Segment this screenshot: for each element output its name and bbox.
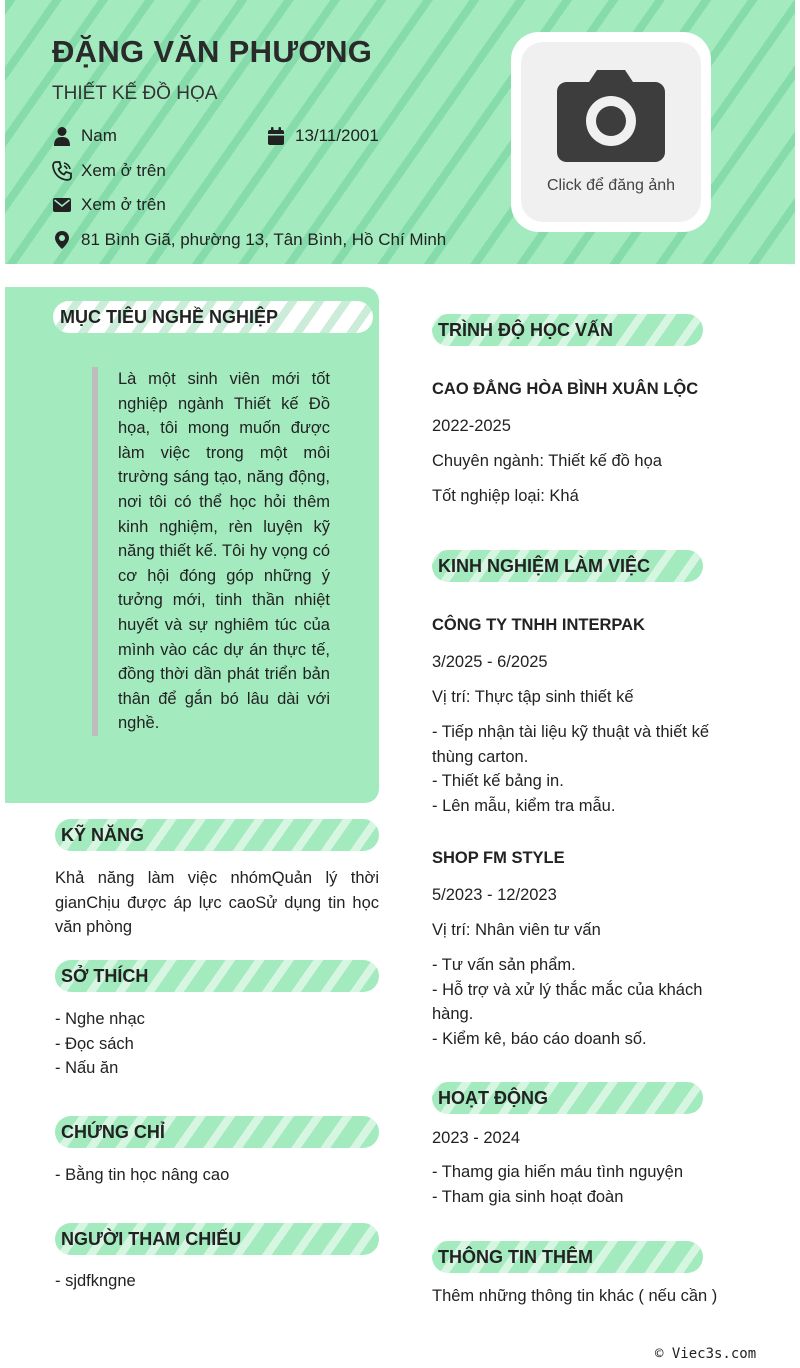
- activities-list: [432, 1160, 762, 1209]
- certificate-item: - Bằng tin học nâng cao: [55, 1166, 230, 1184]
- person-icon: [52, 126, 72, 146]
- activities-period: 2023 - 2024: [432, 1129, 521, 1147]
- job-company: CÔNG TY TNHH INTERPAK: [432, 616, 645, 634]
- camera-icon: [557, 68, 665, 164]
- career-goal-panel: [5, 287, 379, 803]
- phone-value: Xem ở trên: [81, 161, 166, 180]
- birthday-row: [266, 126, 379, 146]
- job-title: THIẾT KẾ ĐỒ HỌA: [52, 83, 218, 104]
- job-task-item: - Hỗ trợ và xử lý thắc mắc của khách hàng.: [432, 980, 703, 1024]
- candidate-name: ĐẶNG VĂN PHƯƠNG: [52, 34, 373, 69]
- reference-item: - sjdfkngne: [55, 1272, 136, 1290]
- job-tasks: [432, 953, 742, 1051]
- job-task-item: - Kiểm kê, báo cáo doanh số.: [432, 1029, 647, 1048]
- header: [5, 0, 795, 264]
- job-task-item: - Thiết kế bảng in.: [432, 772, 564, 791]
- footer-copyright[interactable]: © Viec3s.com: [655, 1346, 757, 1362]
- job-task-item: - Lên mẫu, kiểm tra mẫu.: [432, 796, 616, 815]
- skills-heading: KỸ NĂNG: [55, 819, 379, 851]
- job-task-item: - Tiếp nhận tài liệu kỹ thuật và thiết kế thùng carton.: [432, 723, 709, 766]
- references-list: [55, 1269, 379, 1294]
- hobby-item: - Nấu ăn: [55, 1059, 119, 1078]
- career-goal-heading: MỤC TIÊU NGHỀ NGHIỆP: [53, 301, 373, 333]
- job-period: 3/2025 - 6/2025: [432, 653, 548, 671]
- activity-item: - Tham gia sinh hoạt đoàn: [432, 1187, 624, 1206]
- email-value: Xem ở trên: [81, 195, 166, 214]
- activities-heading: HOẠT ĐỘNG: [432, 1082, 703, 1114]
- school-name: CAO ĐẲNG HÒA BÌNH XUÂN LỘC: [432, 380, 699, 398]
- photo-placeholder[interactable]: [521, 42, 701, 222]
- certificates-list: [55, 1163, 379, 1188]
- career-goal-text: Là một sinh viên mới tốt nghiệp ngành Thiết kế Đồ họa, tôi mong muốn được làm việc trong một môi trường sáng tạo, năng động, nơi tôi có thể học hỏi thêm kinh nghiệm, rèn luyện kỹ năng thiết kế. Tôi hy vọng có cơ hội đóng góp những ý tưởng mới, tinh thần nhiệt huyết và sự nghiêm túc của mình vào các dự án thực tế, đồng thời dần phát triển bản thân để gắn bó lâu dài với nghề.: [118, 370, 330, 733]
- gender-value: Nam: [81, 126, 117, 145]
- education-heading: TRÌNH ĐỘ HỌC VẤN: [432, 314, 703, 346]
- hobbies-heading: SỞ THÍCH: [55, 960, 379, 992]
- location-pin-icon: [52, 230, 72, 250]
- photo-frame[interactable]: [511, 32, 711, 232]
- email-row: [52, 195, 166, 215]
- address-value: 81 Bình Giã, phường 13, Tân Bình, Hồ Chí Minh: [81, 230, 447, 249]
- education-grade: Tốt nghiệp loại: Khá: [432, 487, 579, 505]
- skills-text: Khả năng làm việc nhómQuản lý thời gianChịu được áp lực caoSử dụng tin học văn phòng: [55, 869, 379, 937]
- career-goal-quote: [92, 367, 330, 736]
- hobby-item: - Nghe nhạc: [55, 1010, 145, 1028]
- education-period: 2022-2025: [432, 417, 511, 435]
- hobby-item: - Đọc sách: [55, 1034, 134, 1053]
- certificates-heading: CHỨNG CHỈ: [55, 1116, 379, 1148]
- activity-item: - Thamg gia hiến máu tình nguyện: [432, 1163, 684, 1181]
- job-task-item: - Tư vấn sản phẩm.: [432, 956, 576, 974]
- envelope-icon: [52, 195, 72, 215]
- upload-photo-label[interactable]: Click để đăng ảnh: [546, 177, 676, 194]
- calendar-icon: [266, 126, 286, 146]
- references-heading: NGƯỜI THAM CHIẾU: [55, 1223, 379, 1255]
- extra-info-heading: THÔNG TIN THÊM: [432, 1241, 703, 1273]
- birthday-value: 13/11/2001: [295, 126, 379, 145]
- gender-row: [52, 126, 117, 146]
- experience-heading: KINH NGHIỆM LÀM VIỆC: [432, 550, 703, 582]
- job-period: 5/2023 - 12/2023: [432, 886, 557, 904]
- phone-icon: [52, 161, 72, 181]
- job-position: Vị trí: Nhân viên tư vấn: [432, 921, 601, 939]
- hobbies-list: [55, 1007, 379, 1081]
- job-position: Vị trí: Thực tập sinh thiết kế: [432, 688, 634, 706]
- job-company: SHOP FM STYLE: [432, 849, 565, 867]
- extra-info-text: Thêm những thông tin khác ( nếu cần ): [432, 1287, 718, 1305]
- address-row: [52, 230, 446, 250]
- job-tasks: [432, 720, 742, 818]
- phone-row: [52, 161, 166, 181]
- education-major: Chuyên ngành: Thiết kế đồ họa: [432, 452, 662, 470]
